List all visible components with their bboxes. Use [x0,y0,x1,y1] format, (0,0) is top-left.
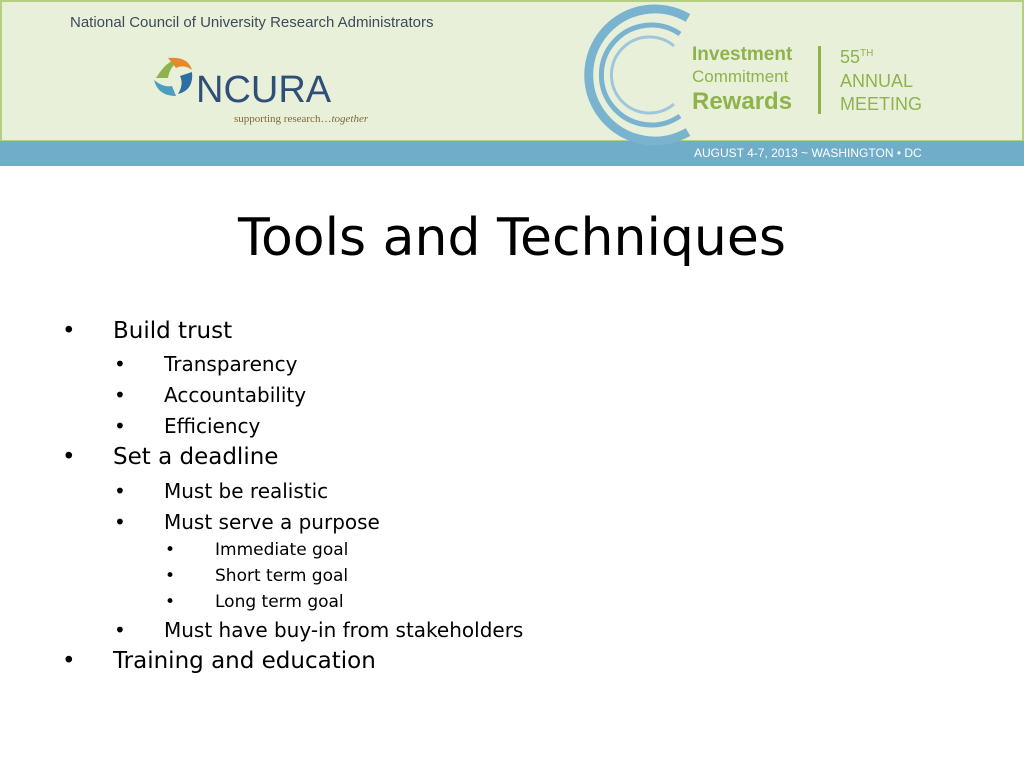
slide-title: Tools and Techniques [238,208,786,268]
bullet-marker: • [165,540,176,560]
bullet-text: Training and education [113,648,376,674]
bullet-marker: • [114,383,126,407]
bullet-marker: • [62,648,76,674]
bullet-text: Must have buy-in from stakeholders [164,618,524,642]
bullet-text: Must serve a purpose [164,510,380,534]
tagline-main: supporting research… [234,113,332,125]
bullet-marker: • [114,618,126,642]
bullet-text: Transparency [164,352,298,376]
bullet-marker: • [114,414,126,438]
bullet-marker: • [114,352,126,376]
meeting-label: MEETING [840,94,923,114]
bullet-marker: • [165,566,176,586]
bullet-text: Efficiency [164,414,261,438]
bullet-text: Accountability [164,383,307,407]
tagline-accent: together [331,113,369,125]
bullet-marker: • [165,592,176,612]
meeting-theme-investment: Investment [692,44,793,65]
bullet-marker: • [114,510,126,534]
bullet-text: Immediate goal [215,540,349,560]
annual-number-value: 55 [840,47,861,67]
bullet-text: Set a deadline [113,444,279,470]
bullet-marker: • [62,444,76,470]
bullet-text: Build trust [113,318,233,344]
bullet-marker: • [62,318,76,344]
bullet-marker: • [114,479,126,503]
meeting-theme-commitment: Commitment [692,67,789,86]
logo-wordmark: NCURA [196,69,332,111]
meeting-theme-rewards: Rewards [692,88,793,115]
bullet-text: Short term goal [215,566,349,586]
bullet-text: Must be realistic [164,479,329,503]
date-location: AUGUST 4-7, 2013 ~ WASHINGTON • DC [694,146,922,160]
bullet-text: Long term goal [215,592,344,612]
annual-number-suffix: TH [860,48,874,59]
organization-name: National Council of University Research Administrators [70,14,434,31]
annual-label: ANNUAL [840,71,914,91]
